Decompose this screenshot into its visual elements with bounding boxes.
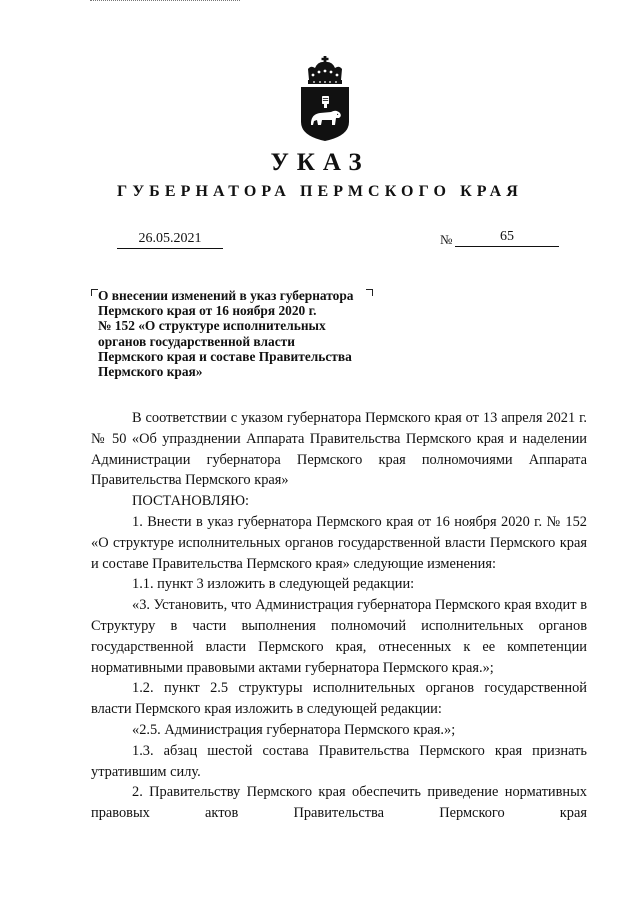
decree-number: 65: [455, 228, 559, 247]
paragraph-resolve: ПОСТАНОВЛЯЮ:: [132, 493, 250, 510]
paragraph-item-1-1: 1.1. пункт 3 изложить в следующей редакции:: [132, 576, 415, 593]
heading-line: Пермского края»: [98, 364, 203, 380]
heading-line: Пермского края от 16 ноября 2020 г.: [98, 303, 317, 319]
document-title: УКАЗ: [270, 149, 370, 176]
heading-line: № 152 «О структуре исполнительных: [98, 318, 326, 334]
decree-heading: [98, 288, 398, 379]
heading-line: органов государственной власти: [98, 333, 295, 349]
decree-number-label: №: [440, 232, 453, 247]
document-subtitle: ГУБЕРНАТОРА ПЕРМСКОГО КРАЯ: [117, 183, 523, 200]
paragraph-item-1-1-text: «3. Установить, что Администрация губернатора Пермского края входит в Структуру в части выполнения полномочий исполнительных органов государственной власти Пермского края, отнесенных к ее компетенции нормативными правовыми актами губернатора Пермского края.»;: [91, 597, 587, 676]
paragraph-preamble: В соответствии с указом губернатора Пермского края от 13 апреля 2021 г. № 50 «Об упразднении Аппарата Правительства Пермского края и наделении Администрации губернатора Пермского края полномочиями Аппарата Правительства Пермского края»: [91, 410, 587, 489]
coat-of-arms-icon: [300, 56, 350, 142]
scan-artifact-line: [90, 0, 240, 2]
heading-line: Пермского края и составе Правительства: [98, 348, 352, 364]
decree-date: 26.05.2021: [117, 230, 223, 249]
paragraph-item-1-2-text: «2.5. Администрация губернатора Пермского края.»;: [132, 721, 456, 738]
heading-corner-mark-left: [91, 289, 98, 296]
paragraph-item-1: 1. Внести в указ губернатора Пермского края от 16 ноября 2020 г. № 152 «О структуре исполнительных органов государственной власти Пермского края и составе Правительства Пермского края» следующие изменения:: [91, 513, 587, 572]
paragraph-item-1-3: 1.3. абзац шестой состава Правительства Пермского края признать утратившим силу.: [91, 742, 587, 780]
paragraph-item-1-2: 1.2. пункт 2.5 структуры исполнительных органов государственной власти Пермского края изложить в следующей редакции:: [91, 680, 587, 718]
paragraph-item-2: 2. Правительству Пермского края обеспечить приведение нормативных правовых актов Правительства Пермского края: [91, 784, 587, 822]
decree-body: [91, 408, 587, 824]
heading-line: О внесении изменений в указ губернатора: [98, 288, 354, 303]
